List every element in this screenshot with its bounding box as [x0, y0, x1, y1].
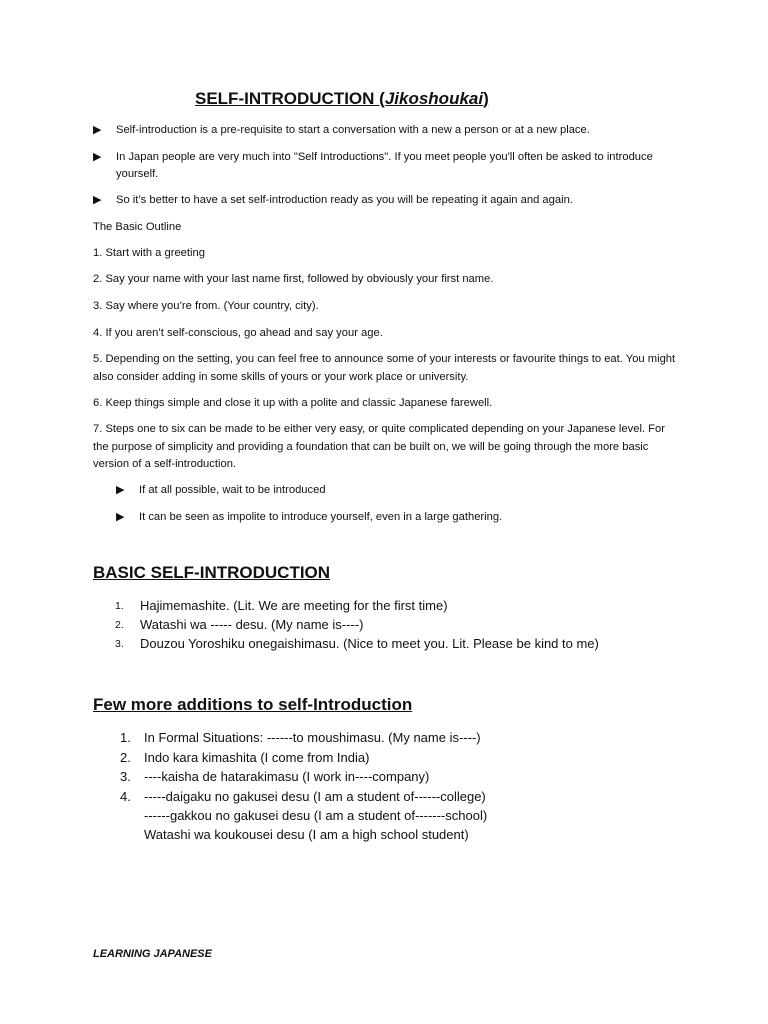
page-footer: LEARNING JAPANESE: [93, 948, 212, 960]
outline-item: 5. Depending on the setting, you can feel free to announce some of your interests or favourite things to eat. You might also consider adding in some skills of yours or your work place or university.: [93, 353, 676, 383]
list-number: 2.: [120, 749, 131, 765]
triangle-bullet-icon: ▶: [93, 124, 102, 136]
triangle-bullet-icon: ▶: [116, 484, 125, 496]
outline-item: 6. Keep things simple and close it up with a polite and classic Japanese farewell.: [93, 397, 493, 409]
triangle-bullet-icon: ▶: [116, 511, 125, 523]
list-text: Douzou Yoroshiku onegaishimasu. (Nice to meet you. Lit. Please be kind to me): [140, 636, 599, 651]
bullet-text: In Japan people are very much into "Self Introductions". If you meet people you'll often be asked to introduce yourself.: [116, 151, 653, 180]
list-number: 3.: [115, 638, 124, 650]
list-text: ----kaisha de hatarakimasu (I work in----company): [144, 769, 430, 784]
list-text: In Formal Situations: ------to moushimasu. (My name is----): [144, 730, 481, 745]
outline-item: 2. Say your name with your last name first, followed by obviously your first name.: [93, 273, 494, 285]
bullet-item: [93, 122, 683, 139]
sub-bullet-text: It can be seen as impolite to introduce yourself, even in a large gathering.: [139, 511, 503, 523]
sub-bullet-text: If at all possible, wait to be introduced: [139, 484, 326, 496]
bullet-text: So it’s better to have a set self-introduction ready as you will be repeating it again and again.: [116, 194, 573, 206]
list-number: 1.: [115, 600, 124, 612]
triangle-bullet-icon: ▶: [93, 194, 102, 206]
list-text: Watashi wa koukousei desu (I am a high school student): [144, 827, 469, 842]
list-number: 4.: [120, 789, 131, 804]
list-number: 1.: [120, 730, 131, 745]
list-text: -----daigaku no gakusei desu (I am a student of------college): [144, 789, 486, 804]
bullet-item: [93, 192, 683, 209]
outline-item: 4. If you aren’t self-conscious, go ahead and say your age.: [93, 327, 383, 339]
list-text: Watashi wa ----- desu. (My name is----): [140, 617, 364, 632]
list-number: 3.: [120, 769, 131, 784]
list-text: ------gakkou no gakusei desu (I am a student of-------school): [144, 808, 488, 823]
title-end: ): [483, 89, 489, 108]
list-text: Hajimemashite. (Lit. We are meeting for the first time): [140, 598, 448, 613]
section-heading-more: Few more additions to self-Introduction: [93, 695, 413, 714]
outline-heading: The Basic Outline: [93, 221, 182, 233]
outline-item: 3. Say where you’re from. (Your country, city).: [93, 300, 319, 312]
outline-item: 7. Steps one to six can be made to be either very easy, or quite complicated depending on your Japanese level. For the purpose of simplicity and providing a foundation that can be built on, we will be going through the more basic version of a self-introduction.: [93, 423, 665, 470]
bullet-item: [93, 149, 683, 183]
sub-bullet-item: [116, 509, 676, 526]
list-number: 2.: [115, 619, 124, 631]
sub-bullet-item: [116, 482, 676, 499]
triangle-bullet-icon: ▶: [93, 151, 102, 163]
bullet-text: Self-introduction is a pre-requisite to start a conversation with a new a person or at a new place.: [116, 124, 590, 136]
list-text: Indo kara kimashita (I come from India): [144, 749, 370, 765]
page-title: [195, 89, 489, 109]
title-main: SELF-INTRODUCTION (: [195, 89, 385, 108]
section-heading-basic: BASIC SELF-INTRODUCTION: [93, 563, 331, 582]
title-italic: Jikoshoukai: [384, 89, 484, 108]
outline-item: 1. Start with a greeting: [93, 247, 205, 259]
